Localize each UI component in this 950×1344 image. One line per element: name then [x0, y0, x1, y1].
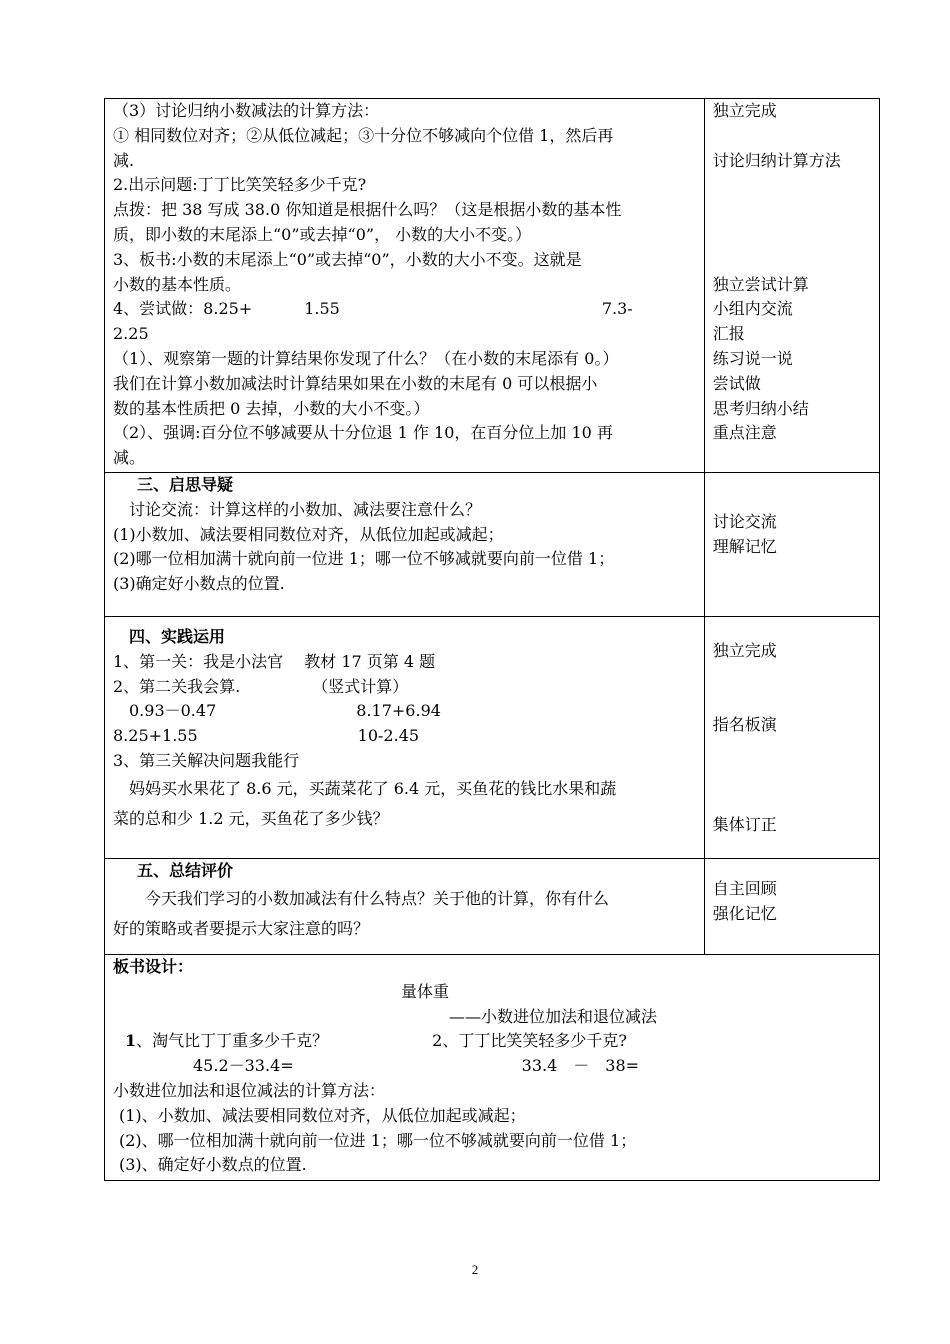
teaching-content-cell — [105, 617, 705, 859]
text-line: 1、第一关：我是小法官 教材 17 页第 4 题 — [113, 651, 436, 671]
text-line: （2）、强调:百分位不够减要从十分位退 1 作 10，在百分位上加 10 再 — [113, 423, 613, 443]
student-activity-cell — [704, 617, 879, 859]
text-line — [113, 675, 696, 700]
text-line: (3)确定好小数点的位置. — [113, 574, 285, 594]
formula: 45.2－33.4= — [193, 1056, 294, 1076]
try-value-b: 7.3- — [601, 299, 633, 319]
formula: 33.4 － 38= — [521, 1056, 640, 1076]
text-line: 菜的总和少 1.2 元，买鱼花了多少钱？ — [113, 808, 389, 828]
activity-text: 汇报 — [712, 324, 745, 344]
try-exercise-line — [113, 297, 696, 322]
board-design-cell — [105, 955, 880, 1181]
text-line: 妈妈买水果花了 8.6 元，买蔬菜花了 6.4 元，买鱼花的钱比水果和蔬 — [129, 778, 617, 798]
text-part: （竖式计算） — [312, 676, 409, 696]
table-row — [105, 473, 880, 617]
text-line: 质，即小数的末尾添上“0”或去掉“0”， 小数的大小不变。） — [113, 224, 532, 244]
activity-text: 重点注意 — [712, 423, 777, 443]
text-line: 2.25 — [113, 324, 149, 344]
text-line: 小数进位加法和退位减法的计算方法： — [113, 1080, 386, 1100]
text-line: （1）、观察第一题的计算结果你发现了什么？（在小数的末尾添有 0。） — [113, 348, 619, 368]
activity-text: 集体订正 — [712, 814, 777, 834]
text-line: 我们在计算小数加减法时计算结果如果在小数的末尾有 0 可以根据小 — [113, 373, 598, 393]
expression: 8.25+1.55 — [113, 726, 198, 746]
text-line: 好的策略或者要提示大家注意的吗？ — [113, 918, 370, 938]
text-line: 点拨：把 38 写成 38.0 你知道是根据什么吗？（这是根据小数的基本性 — [113, 200, 622, 220]
table-row — [105, 859, 880, 955]
text-line: 3、第三关解决问题我能行 — [113, 750, 300, 770]
expression: 8.17+6.94 — [356, 701, 441, 721]
board-heading: 板书设计： — [113, 957, 194, 976]
text-line: (1)小数加、减法要相同数位对齐，从低位加起或减起； — [113, 524, 504, 544]
activity-text: 小组内交流 — [712, 299, 793, 319]
activity-text: 讨论归纳计算方法 — [712, 150, 841, 170]
text-line: 讨论交流：计算这样的小数加、减法要注意什么？ — [129, 499, 482, 519]
section-heading: 三、启思导疑 — [137, 475, 234, 494]
page-number: 2 — [471, 1262, 479, 1277]
activity-text: 强化记忆 — [712, 903, 777, 923]
text-line: (1)、小数加、减法要相同数位对齐，从低位加起或减起； — [119, 1105, 526, 1125]
expression-line — [113, 699, 696, 724]
activity-text: 理解记忆 — [712, 536, 777, 556]
section-heading: 五、总结评价 — [137, 861, 234, 880]
text-line: 今天我们学习的小数加减法有什么特点？关于他的计算，你有什么 — [145, 888, 610, 908]
student-activity-cell — [704, 473, 879, 617]
text-part: 2、第二关我会算. — [113, 676, 241, 696]
activity-text: 独立完成 — [712, 101, 777, 120]
try-label: 4、尝试做：8.25+ — [113, 299, 253, 319]
text-line: 减. — [113, 150, 135, 170]
text-line: （3）讨论归纳小数减法的计算方法： — [113, 101, 380, 120]
expression-line — [113, 724, 696, 749]
board-subtitle: ——小数进位加法和退位减法 — [449, 1006, 658, 1026]
question-number: 1 — [125, 1031, 137, 1051]
table-row — [105, 617, 880, 859]
section-heading: 四、实践运用 — [129, 627, 226, 646]
board-questions — [113, 1029, 871, 1054]
teaching-content-cell — [105, 859, 705, 955]
student-activity-cell — [704, 99, 879, 473]
activity-text: 自主回顾 — [712, 879, 777, 898]
board-title: 量体重 — [401, 981, 450, 1001]
teaching-content-cell — [105, 99, 705, 473]
text-line: 减。 — [113, 448, 146, 468]
expression: 0.93－0.47 — [129, 701, 217, 721]
student-activity-cell — [704, 859, 879, 955]
activity-text: 尝试做 — [712, 373, 761, 393]
text-line: 2.出示问题:丁丁比笑笑轻多少千克? — [113, 175, 367, 195]
table-row — [105, 955, 880, 1181]
activity-text: 独立尝试计算 — [712, 274, 809, 294]
activity-text: 独立完成 — [712, 641, 777, 660]
activity-text: 思考归纳小结 — [712, 398, 809, 418]
board-formulas — [113, 1054, 871, 1079]
text-line: ① 相同数位对齐；②从低位减起；③十分位不够减向个位借 1，然后再 — [113, 125, 614, 145]
lesson-plan-table — [104, 98, 880, 1181]
question-text: 、淘气比丁丁重多少千克？ — [136, 1031, 329, 1051]
activity-text: 讨论交流 — [712, 511, 777, 531]
text-line: (2)哪一位相加满十就向前一位进 1；哪一位不够减就要向前一位借 1； — [113, 549, 615, 569]
table-row — [105, 99, 880, 473]
try-value-a: 1.55 — [304, 299, 340, 319]
text-line: 小数的基本性质。 — [113, 274, 242, 294]
text-line: (3)、确定好小数点的位置. — [119, 1155, 307, 1175]
activity-text: 指名板演 — [712, 715, 777, 735]
text-line: (2)、哪一位相加满十就向前一位进 1；哪一位不够减就要向前一位借 1； — [119, 1130, 637, 1150]
question-text: 2、丁丁比笑笑轻多少千克? — [432, 1031, 627, 1051]
text-line: 数的基本性质把 0 去掉，小数的大小不变。） — [113, 398, 430, 418]
activity-text: 练习说一说 — [712, 348, 793, 368]
teaching-content-cell — [105, 473, 705, 617]
text-line: 3、板书:小数的末尾添上“0”或去掉“0”，小数的大小不变。这就是 — [113, 249, 582, 269]
expression: 10-2.45 — [357, 726, 420, 746]
